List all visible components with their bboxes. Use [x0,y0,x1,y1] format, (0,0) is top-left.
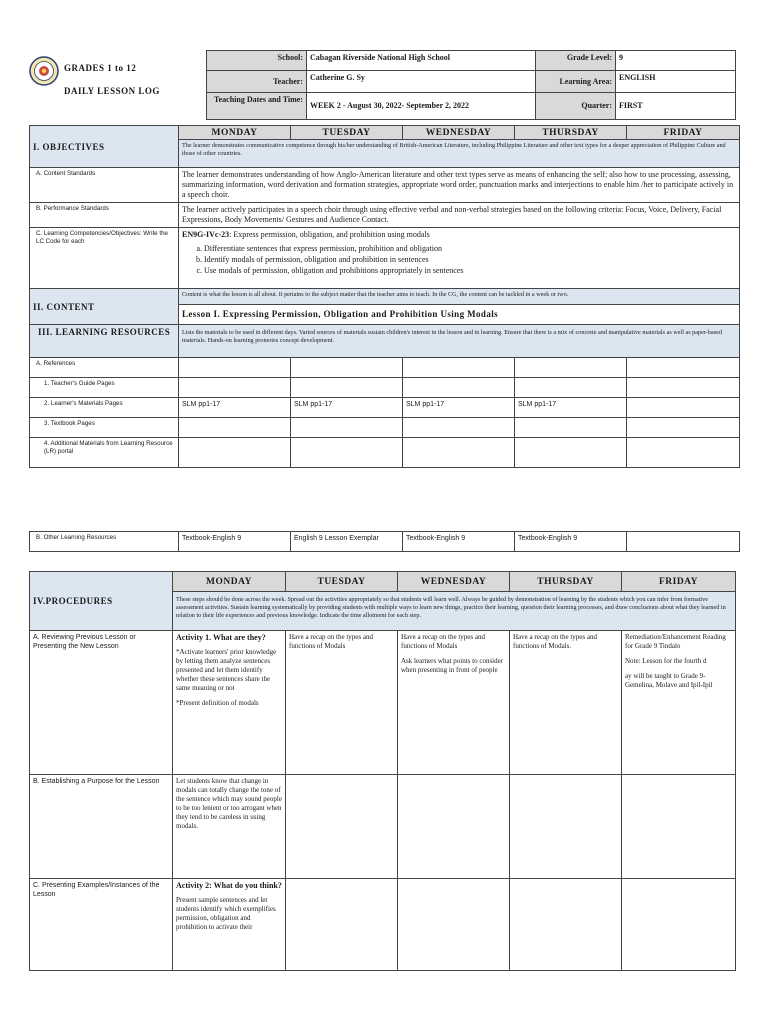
day-wednesday: WEDNESDAY [403,126,515,140]
other-wednesday: Textbook-English 9 [403,532,515,552]
wednesday-question: Ask learners what points to consider when presenting in front of people [401,657,504,674]
learning-area-label: Learning Area: [536,71,616,93]
procedure-a-friday [622,631,736,775]
proc-day-thursday: THURSDAY [510,572,622,592]
additional-materials-label: 4. Additional Materials from Learning Resource (LR) portal [30,438,179,468]
activity-2-step: Present sample sentences and let students identify which exemplifies permission, obligation and prohibition to activate their [176,896,276,931]
objectives-title: I. OBJECTIVES [30,126,179,168]
day-friday: FRIDAY [627,126,740,140]
content-title: II. CONTENT [30,289,179,325]
quarter-label: Quarter: [536,93,616,120]
content-standards-label: A. Content Standards [30,168,179,203]
teacher-value: Catherine G. Sy [307,71,536,93]
proc-day-friday: FRIDAY [622,572,736,592]
grades-title: GRADES 1 to 12 [64,63,137,73]
competency-code: EN9G-IVc-23 [182,230,230,239]
competency-item: c. Use modals of permission, obligation and prohibitions appropriately in sentences [204,266,736,276]
learning-area-value: ENGLISH [616,71,736,93]
competency-item: b. Identify modals of permission, obligation and prohibition in sentences [204,255,736,265]
content-lesson: Lesson I. Expressing Permission, Obligation and Prohibition Using Modals [179,305,740,325]
objectives-intro: The learner demonstrates communicative competence through his/her understanding of British-American Literature, including Philippine Literature and other text types for a deeper appreciation of Philippine Culture and those of other countries. [179,140,740,168]
other-resources-label: B. Other Learning Resources [30,532,179,552]
content-note: Content is what the lesson is all about. It pertains to the subject matter that the teacher aims to teach. In the CG, the content can be tackled in a week or two. [179,289,740,305]
resources-note: Lists the materials to be used in different days. Varied sources of materials sustain children's interest in the lesson and in learning. Ensure that there is a mix of concrete and manipulative materials as well as paper-based materials. Hands-on learning promotes concept development. [179,325,740,358]
lm-wednesday: SLM pp1-17 [403,398,515,418]
header-info-table [206,50,736,120]
wednesday-recap: Have a recap on the types and functions of Modals [401,633,485,650]
friday-remediation: Remediation/Enhancement Reading for Grade 9 Tindalo [625,633,726,650]
procedure-c-monday [173,879,286,971]
dates-value: WEEK 2 - August 30, 2022- September 2, 2022 [307,93,536,120]
procedures-title: IV.PROCEDURES [30,572,173,631]
dates-label: Teaching Dates and Time: [207,93,307,120]
references-label: A. References [30,358,179,378]
activity-2-title: Activity 2: What do you think? [176,881,282,890]
competencies-label: C. Learning Competencies/Objectives: Write the LC Code for each [30,228,179,289]
school-label: School: [207,51,307,71]
procedure-b-monday: Let students know that change in modals can totally change the tone of the sentence which may sound people to be too lenient or too arrogant when they tend to be careless in using modals. [173,775,286,879]
daily-lesson-log-title: DAILY LESSON LOG [64,86,160,96]
friday-note: Note: Lesson for the fourth d [625,657,707,665]
day-tuesday: TUESDAY [291,126,403,140]
procedure-a-label: A. Reviewing Previous Lesson or Presenting the New Lesson [30,631,173,775]
content-standards-text: The learner demonstrates understanding of how Anglo-American literature and other text types serve as means of enhancing the self; also how to use processing, assessing, summarizing information, word derivation and formation strategies, appropriate word order, punctuation marks and interjections to enable him /her to participate actively in a speech choir. [179,168,740,203]
activity-1-step: *Activate learners' prior knowledge by letting them analyze sentences presented and let them identify whether these sentences share the same meaning or not [176,648,277,692]
day-thursday: THURSDAY [515,126,627,140]
objectives-table [29,125,740,468]
other-friday [627,532,740,552]
other-resources-table [29,531,740,552]
proc-day-wednesday: WEDNESDAY [398,572,510,592]
deped-seal-logo [29,56,59,86]
other-tuesday: English 9 Lesson Exemplar [291,532,403,552]
resources-title: III. LEARNING RESOURCES [30,325,179,358]
teacher-label: Teacher: [207,71,307,93]
lm-tuesday: SLM pp1-17 [291,398,403,418]
competency-item: a. Differentiate sentences that express permission, prohibition and obligation [204,244,736,254]
competencies-cell [179,228,740,289]
other-monday: Textbook-English 9 [179,532,291,552]
procedure-a-tuesday: Have a recap on the types and functions of Modals [286,631,398,775]
procedure-a-monday [173,631,286,775]
proc-day-tuesday: TUESDAY [286,572,398,592]
school-value: Cabagan Riverside National High School [307,51,536,71]
procedure-b-label: B. Establishing a Purpose for the Lesson [30,775,173,879]
lm-thursday: SLM pp1-17 [515,398,627,418]
procedure-a-thursday: Have a recap on the types and functions of Modals. [510,631,622,775]
other-thursday: Textbook-English 9 [515,532,627,552]
procedure-a-wednesday [398,631,510,775]
procedures-table [29,571,736,971]
lm-friday [627,398,740,418]
performance-standards-label: B. Performance Standards [30,203,179,228]
procedures-note: These steps should be done across the week. Spread out the activities appropriately so that students will learn well. Always be guided by demonstration of learning by the students which you can infer from formative assessment activities. Sustain learning systematically by providing students with multiple ways to learn new things, practice their learning, question their learning processes, and draw conclusions about what they learned in relation to their life experiences and previous knowledge. Indicate the time allotment for each step. [173,592,736,631]
friday-note-continued: ay will be taught to Grade 9-Gemelina, Molave and Ipil-Ipil [625,672,713,689]
activity-1-title: Activity 1. What are they? [176,633,266,642]
learners-materials-label: 2. Learner's Materials Pages [30,398,179,418]
competency-text: : Express permission, obligation, and prohibition using modals [229,230,430,239]
proc-day-monday: MONDAY [173,572,286,592]
grade-level-label: Grade Level: [536,51,616,71]
grade-level-value: 9 [616,51,736,71]
lm-monday: SLM pp1-17 [179,398,291,418]
procedure-c-label: C. Presenting Examples/Instances of the Lesson [30,879,173,971]
day-monday: MONDAY [179,126,291,140]
performance-standards-text: The learner actively participates in a speech choir through using effective verbal and non-verbal strategies based on the following criteria: Focus, Voice, Delivery, Facial Expressions, Body Movements/ Gestures and Audience Contact. [179,203,740,228]
textbook-pages-label: 3. Textbook Pages [30,418,179,438]
quarter-value: FIRST [616,93,736,120]
activity-1-step: *Present definition of modals [176,699,259,707]
teachers-guide-label: 1. Teacher's Guide Pages [30,378,179,398]
